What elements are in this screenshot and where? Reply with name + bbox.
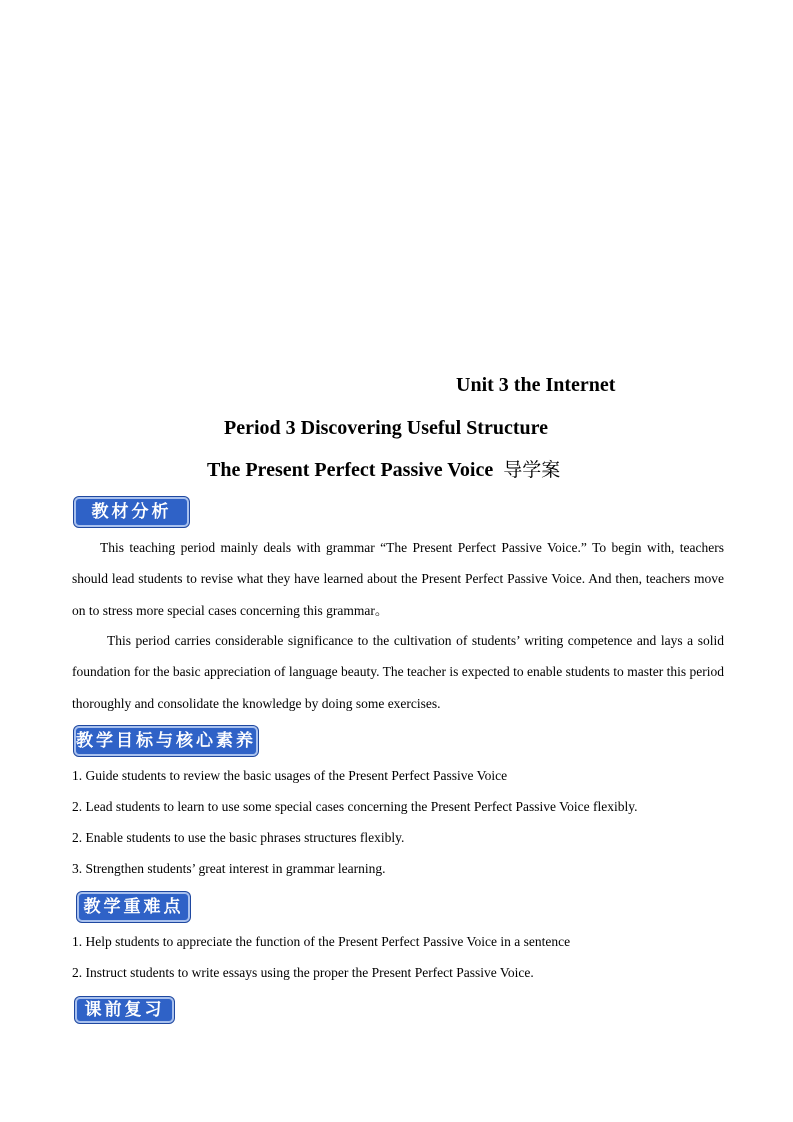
topic-title-suffix: 导学案 [503, 459, 561, 481]
section-badge-analysis: 教材分析 [74, 497, 189, 527]
unit-title: Unit 3 the Internet [456, 374, 616, 396]
topic-title [207, 458, 560, 482]
section-badge-review: 课前复习 [75, 997, 174, 1023]
period-title: Period 3 Discovering Useful Structure [224, 417, 549, 439]
topic-title-text: The Present Perfect Passive Voice [207, 459, 494, 481]
objective-item: 2. Enable students to use the basic phrases structures flexibly. [72, 830, 405, 845]
analysis-paragraph-1: This teaching period mainly deals with grammar “The Present Perfect Passive Voice.” To begin with, teachers should lead students to revise what they have learned about the Present Perfect Passive Voice. And then, teachers move on to stress more special cases concerning this grammar。 [72, 540, 724, 618]
section-badge-key-points: 教学重难点 [77, 892, 190, 922]
key-point-item: 1. Help students to appreciate the function of the Present Perfect Passive Voice in a sentence [72, 934, 571, 949]
objective-item: 2. Lead students to learn to use some special cases concerning the Present Perfect Passive Voice flexibly. [72, 799, 638, 814]
section-badge-objectives: 教学目标与核心素养 [74, 726, 258, 756]
analysis-paragraph-2: This period carries considerable significance to the cultivation of students’ writing competence and lays a solid foundation for the basic appreciation of language beauty. The teacher is expected to enable students to master this period thoroughly and consolidate the knowledge by doing some exercises. [72, 633, 724, 711]
key-point-item: 2. Instruct students to write essays using the proper the Present Perfect Passive Voice. [72, 965, 534, 980]
objective-item: 3. Strengthen students’ great interest in grammar learning. [72, 861, 386, 876]
objective-item: 1. Guide students to review the basic usages of the Present Perfect Passive Voice [72, 768, 508, 783]
